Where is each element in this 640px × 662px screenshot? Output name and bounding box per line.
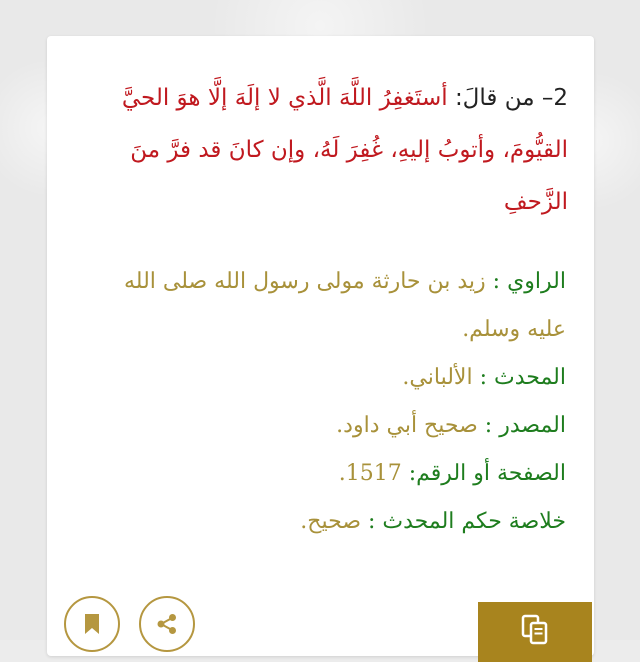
meta-ruling [87,498,566,546]
card-actions [47,586,594,656]
ruling-separator: : [368,509,376,534]
share-button[interactable] [139,596,195,652]
source-label: المصدر [499,413,566,438]
narrator-value: زيد بن حارثة مولى رسول الله صلى الله عليه وسلم. [124,269,566,342]
ruling-label: خلاصة حكم المحدث [382,509,566,534]
hadith-meta [87,258,566,546]
hadith-body: أستَغفِرُ اللَّهَ الَّذي لا إلَهَ إلَّا هوَ الحيَّ القيُّومَ، وأتوبُ إليهِ، غُفِرَ لَهُ، وإن كانَ قد فرَّ منَ الزَّحفِ [121,85,568,215]
bookmark-icon [83,613,101,635]
share-icon [155,612,179,636]
hadith-intro: من قالَ: [454,85,535,111]
copy-button[interactable] [478,602,592,662]
source-value: صحيح أبي داود. [336,413,478,438]
page-value: 1517. [338,461,402,486]
muhaddith-value: الألباني. [402,365,473,390]
meta-muhaddith [87,354,566,402]
page-label: الصفحة أو الرقم: [408,461,566,486]
bookmark-button[interactable] [64,596,120,652]
meta-page [87,450,566,498]
hadith-dash: – [541,85,554,111]
muhaddith-separator: : [479,365,487,390]
source-separator: : [484,413,493,438]
meta-source [87,402,566,450]
muhaddith-label: المحدث [494,365,566,390]
hadith-card [47,36,594,656]
copy-icon [520,614,550,646]
hadith-text [75,72,568,228]
meta-narrator [87,258,566,354]
narrator-label: الراوي [507,269,566,294]
narrator-separator: : [492,269,501,294]
hadith-number: 2 [553,85,568,111]
ruling-value: صحيح. [300,509,361,534]
